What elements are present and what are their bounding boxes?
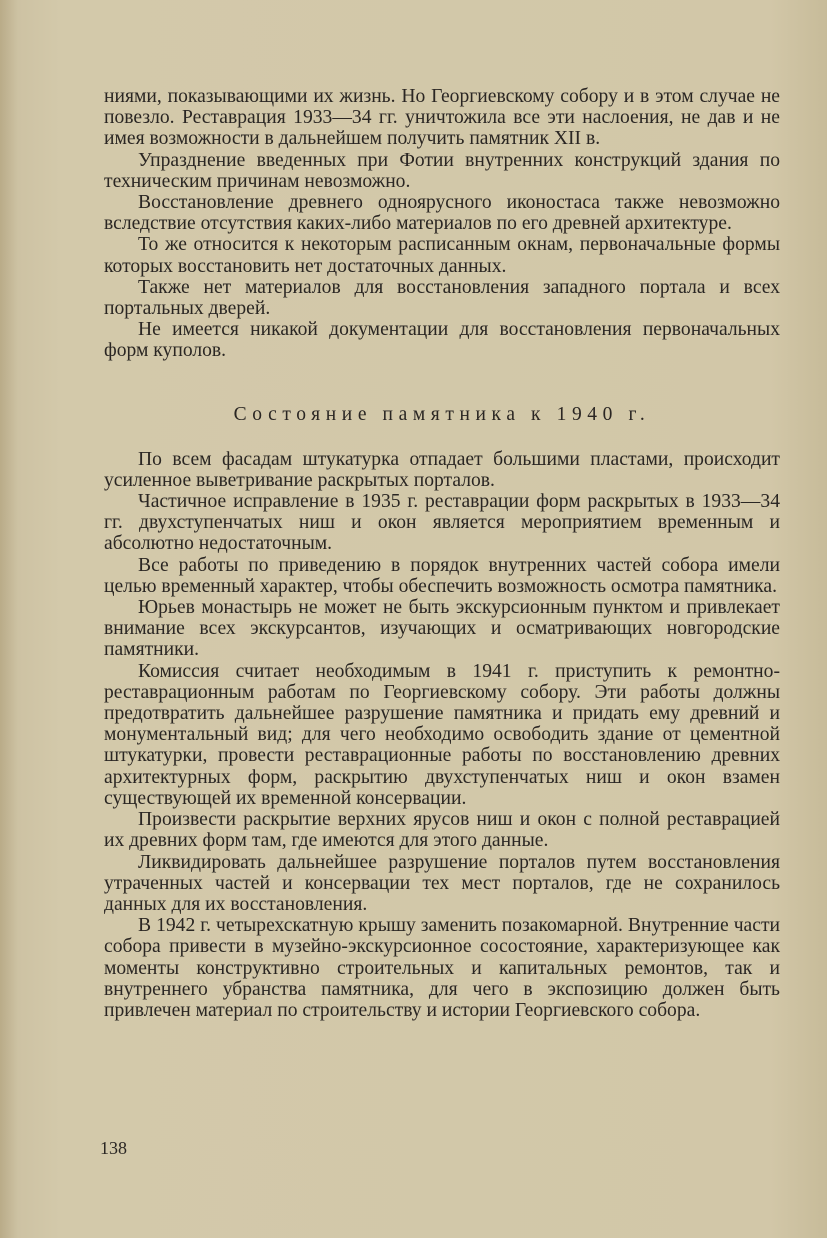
paragraph: Юрьев монастырь не может не быть экскурсионным пунктом и привлекает внимание всех экскурсантов, изучающих и осматривающих новгородские памятники. (104, 597, 780, 661)
paragraph: Все работы по приведению в порядок внутренних частей собора имели целью временный характер, чтобы обеспечить возможность осмотра памятника. (104, 554, 780, 597)
section-heading: Состояние памятника к 1940 г. (233, 403, 651, 425)
paragraph: В 1942 г. четырехскатную крышу заменить позакомарной. Внутренние части собора привести в музейно-экскурсионное сосостояние, характеризующее как моменты конструктивно строительных и капитальных ремонтов, так и внутреннего убранства памятника, для чего в экспозицию должен быть привлечен материал по строительству и истории Георгиевского собора. (104, 915, 780, 1021)
paragraph: Восстановление древнего одноярусного иконостаса также невозможно вследствие отсутствия каких-либо материалов по его древней архитектуре. (104, 192, 780, 235)
paragraph: Комиссия считает необходимым в 1941 г. приступить к ремонтно-реставрационным работам по Георгиевскому собору. Эти работы должны предотвратить дальнейшее разрушение памятника и придать ему древний и монументальный вид; для чего необходимо освободить здание от цементной штукатурки, провести реставрационные работы по восстановлению древних архитектурных форм, раскрытию двухступенчатых ниш и окон взамен существующей их временной консервации. (104, 660, 780, 809)
paragraph: Также нет материалов для восстановления западного портала и всех портальных дверей. (104, 276, 780, 320)
paragraph: Произвести раскрытие верхних ярусов ниш и окон с полной реставрацией их древних форм там, где имеются для этого данные. (104, 809, 780, 852)
page-number: 138 (100, 1138, 127, 1158)
page-body (104, 86, 780, 1021)
paragraph: Ликвидировать дальнейшее разрушение порталов путем восстановления утраченных частей и консервации тех мест порталов, где не сохранилось данных для их восстановления. (104, 851, 780, 915)
paragraph: Частичное исправление в 1935 г. реставрации форм раскрытых в 1933—34 гг. двухступенчатых ниш и окон является мероприятием временным и абсолютно недостаточным. (104, 491, 780, 555)
paragraph: То же относится к некоторым расписанным окнам, первоначальные формы которых восстановить нет достаточных данных. (104, 234, 780, 277)
paragraph-continuation: ниями, показывающими их жизнь. Но Георгиевскому собору и в этом случае не повезло. Реставрация 1933—34 гг. уничтожила все эти наслоения, не дав и не имея возможности в дальнейшем получить памятник XII в. (104, 86, 780, 150)
paragraph: Не имеется никакой документации для восстановления первоначальных форм куполов. (104, 319, 780, 362)
paragraph: Упразднение введенных при Фотии внутренних конструкций здания по техническим причинам невозможно. (104, 149, 780, 192)
paragraph: По всем фасадам штукатурка отпадает большими пластами, происходит усиленное выветривание раскрытых порталов. (104, 448, 780, 491)
